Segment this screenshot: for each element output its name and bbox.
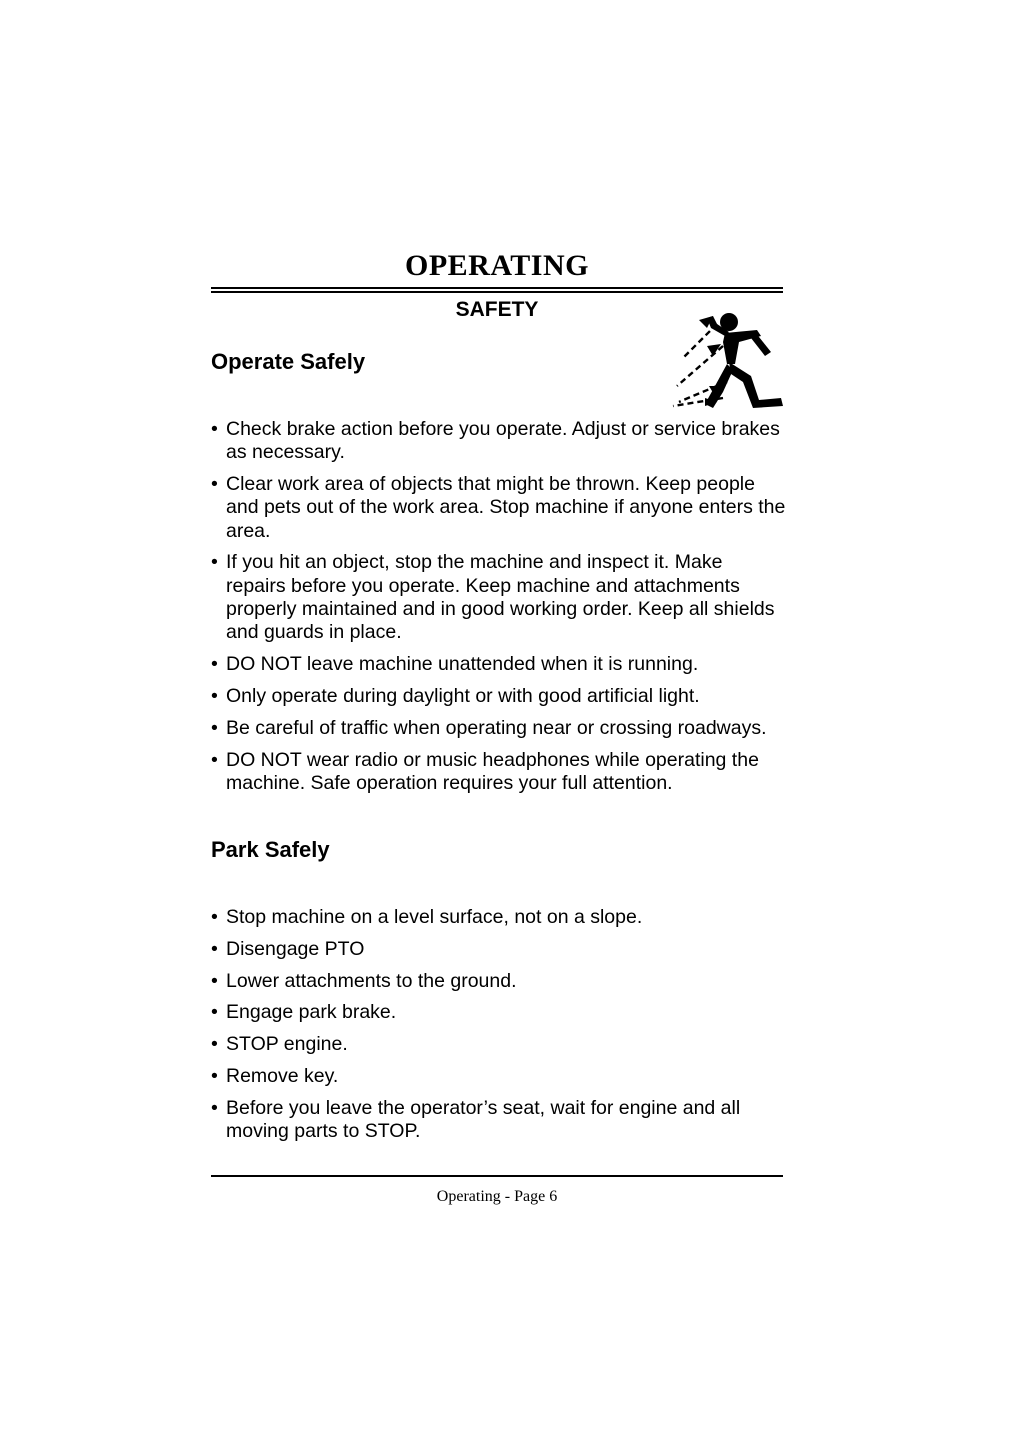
list-item: • Remove key. bbox=[211, 1065, 786, 1088]
list-item: • Check brake action before you operate. Adjust or service brakes as necessary. bbox=[211, 418, 786, 465]
operate-safely-list bbox=[211, 418, 786, 804]
section-heading-operate-safely: Operate Safely bbox=[211, 349, 366, 374]
list-item: • DO NOT wear radio or music headphones while operating the machine. Safe operation requires your full attention. bbox=[211, 749, 786, 796]
thrown-object-warning-icon bbox=[667, 302, 785, 414]
list-item: • Be careful of traffic when operating near or crossing roadways. bbox=[211, 717, 786, 740]
list-item: • Lower attachments to the ground. bbox=[211, 970, 786, 993]
list-item: • Engage park brake. bbox=[211, 1001, 786, 1024]
page-title: OPERATING bbox=[405, 249, 589, 282]
page-subtitle: SAFETY bbox=[455, 298, 539, 321]
footer-rule bbox=[211, 1175, 783, 1177]
title-double-rule bbox=[211, 287, 783, 293]
list-item: • Clear work area of objects that might be thrown. Keep people and pets out of the work area. Stop machine if anyone enters the area. bbox=[211, 473, 786, 543]
list-item: • Stop machine on a level surface, not on a slope. bbox=[211, 906, 786, 929]
section-heading-park-safely: Park Safely bbox=[211, 837, 330, 862]
park-safely-list bbox=[211, 906, 786, 1152]
list-item: • Before you leave the operator’s seat, wait for engine and all moving parts to STOP. bbox=[211, 1097, 786, 1144]
list-item: • Only operate during daylight or with good artificial light. bbox=[211, 685, 786, 708]
list-item: • Disengage PTO bbox=[211, 938, 786, 961]
list-item: • If you hit an object, stop the machine and inspect it. Make repairs before you operate. Keep machine and attachments properly maintained and in good working order. Keep all shields and guards in place. bbox=[211, 551, 786, 644]
manual-page bbox=[211, 0, 786, 1449]
list-item: • DO NOT leave machine unattended when it is running. bbox=[211, 653, 786, 676]
list-item: • STOP engine. bbox=[211, 1033, 786, 1056]
page-footer: Operating - Page 6 bbox=[436, 1188, 558, 1205]
